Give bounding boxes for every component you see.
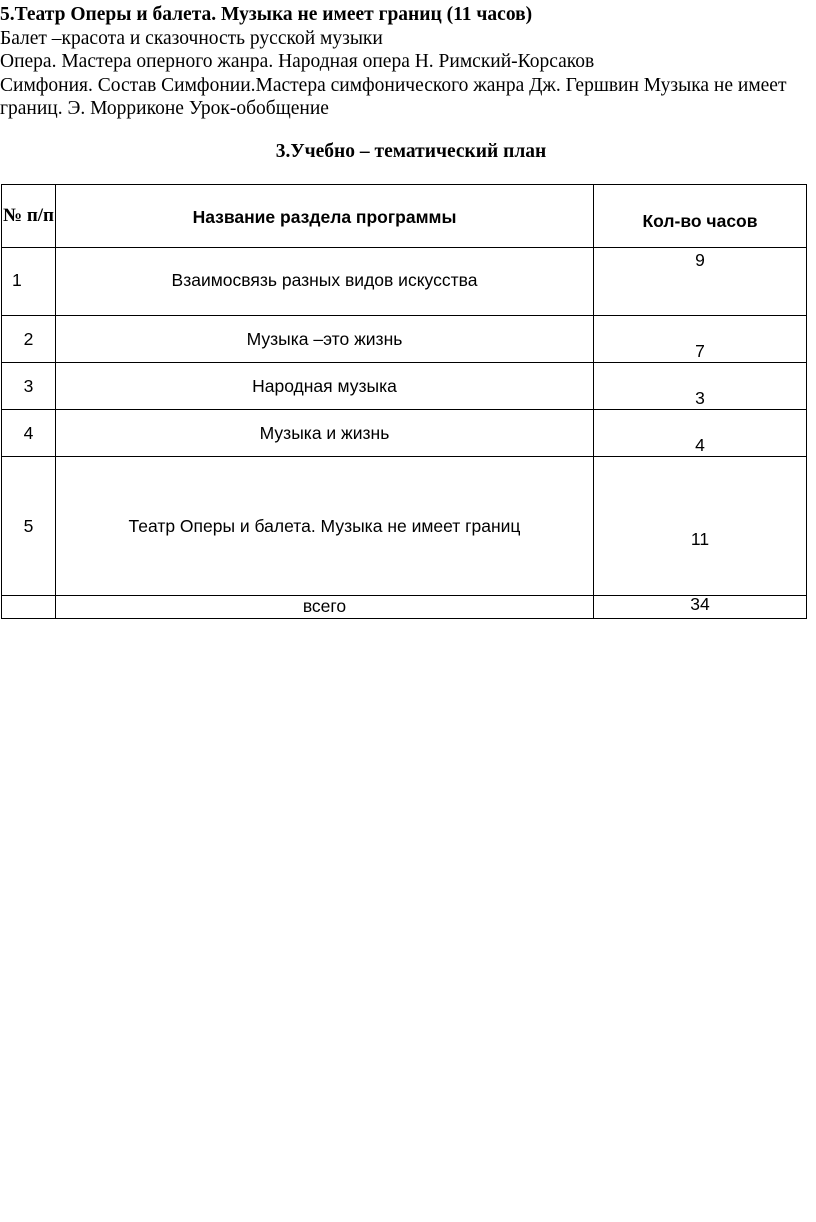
table-row [2, 410, 807, 457]
intro-line: Симфония. Состав Симфонии.Мастера симфонического жанра Дж. Гершвин Музыка не имеет границ. Э. Морриконе Урок-обобщение [0, 74, 787, 119]
row-hours: 3 [695, 388, 705, 408]
row-hours-cell [594, 410, 807, 457]
total-label: всего [302, 596, 347, 616]
row-number: 1 [12, 270, 22, 290]
row-number: 3 [23, 376, 34, 396]
table-row [2, 248, 807, 316]
row-name-cell [56, 248, 594, 316]
row-name-cell [56, 410, 594, 457]
row-hours: 7 [695, 341, 705, 361]
table-row [2, 457, 807, 596]
row-number: 5 [23, 516, 34, 536]
row-name: Театр Оперы и балета. Музыка не имеет границ [128, 516, 521, 536]
row-number-cell [2, 248, 56, 316]
row-hours-cell [594, 248, 807, 316]
header-number: № п/п [2, 185, 56, 248]
intro-line: Балет –красота и сказочность русской музыки [0, 27, 383, 49]
total-number-cell [2, 596, 56, 619]
row-number: 2 [23, 329, 34, 349]
row-hours-cell [594, 457, 807, 596]
section-heading: 5.Театр Оперы и балета. Музыка не имеет границ (11 часов) [0, 4, 533, 25]
row-number-cell [2, 316, 56, 363]
row-name: Музыка и жизнь [259, 423, 390, 443]
plan-title: 3.Учебно – тематический план [275, 141, 547, 162]
table-row [2, 316, 807, 363]
total-row [2, 596, 807, 619]
header-hours-label: Кол-во часов [642, 211, 758, 231]
row-name-cell [56, 363, 594, 410]
header-name-label: Название раздела программы [192, 207, 457, 227]
thematic-plan-table [1, 184, 807, 619]
row-hours-cell [594, 316, 807, 363]
row-hours: 9 [695, 250, 705, 270]
row-name: Музыка –это жизнь [246, 329, 403, 349]
row-name-cell [56, 316, 594, 363]
row-name: Народная музыка [252, 376, 397, 396]
row-name-cell [56, 457, 594, 596]
row-number-cell [2, 363, 56, 410]
row-number: 4 [23, 423, 34, 443]
intro-line: Опера. Мастера оперного жанра. Народная опера Н. Римский-Корсаков [0, 51, 595, 72]
header-name [56, 185, 594, 248]
header-hours [594, 185, 807, 248]
row-number-cell [2, 457, 56, 596]
row-number-cell [2, 410, 56, 457]
total-label-cell [56, 596, 594, 619]
total-hours-cell [594, 596, 807, 619]
intro-section [0, 3, 816, 121]
table-row [2, 363, 807, 410]
table-header-row [2, 185, 807, 248]
row-hours-cell [594, 363, 807, 410]
row-name: Взаимосвязь разных видов искусства [171, 270, 478, 290]
row-hours: 4 [695, 435, 705, 455]
row-hours: 11 [690, 529, 710, 549]
total-hours: 34 [690, 594, 710, 614]
